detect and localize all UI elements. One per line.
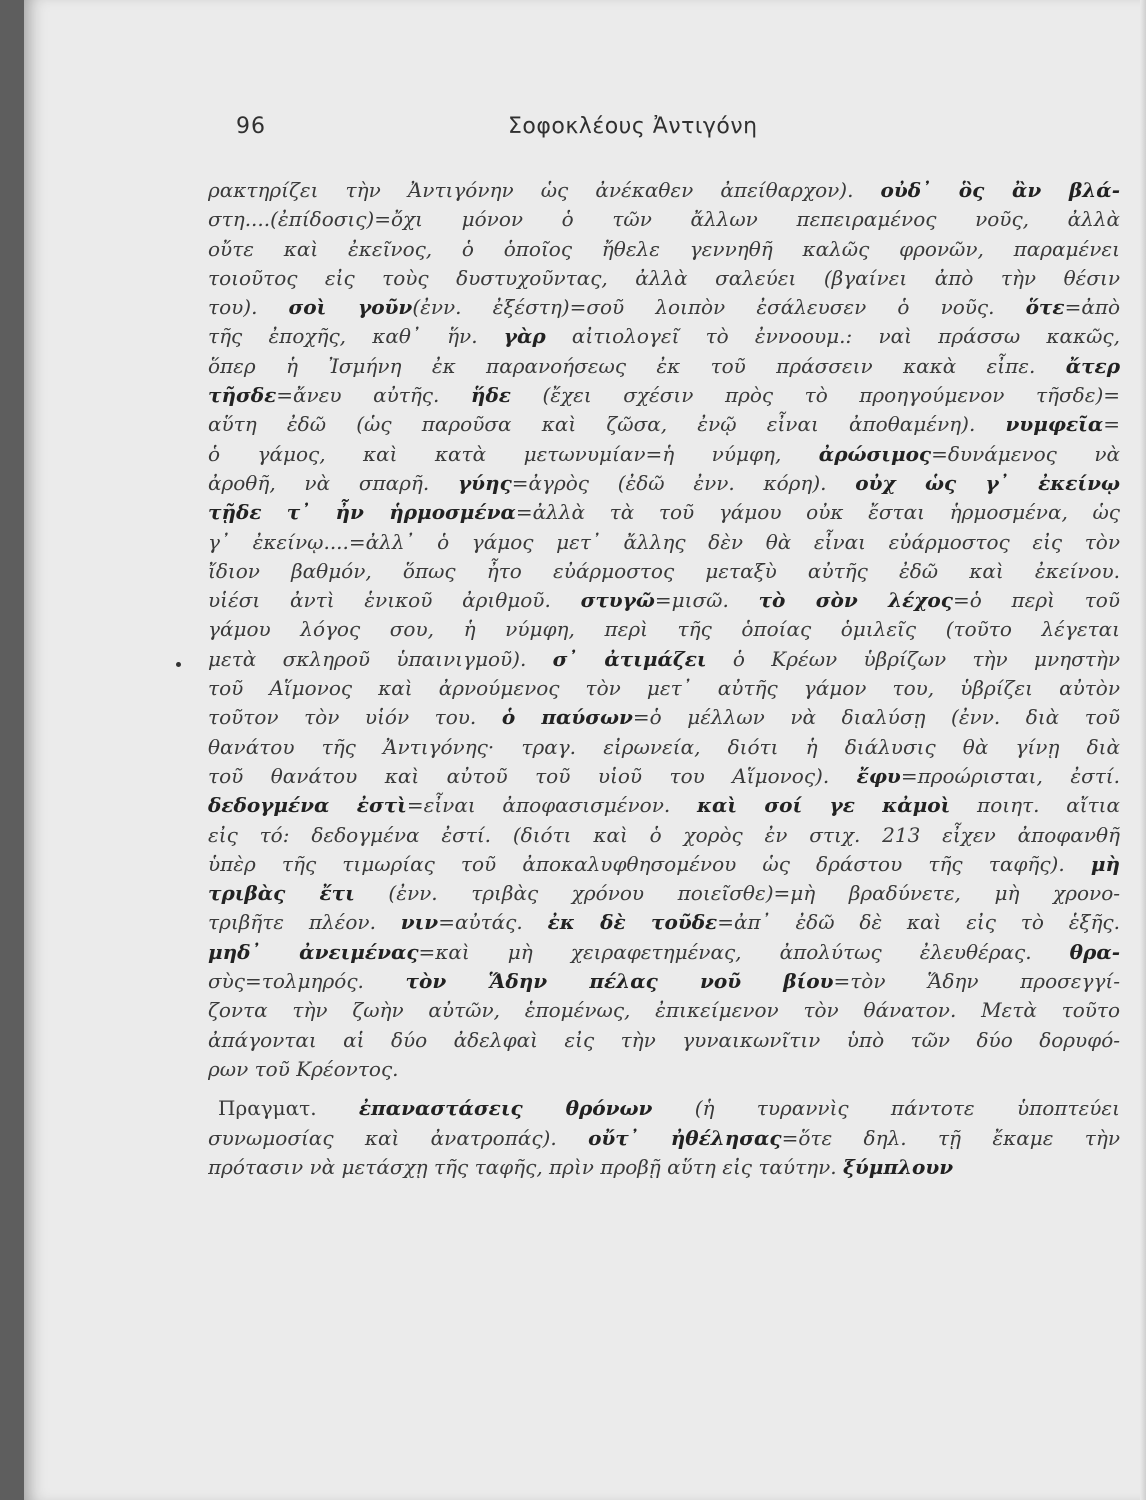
gloss-text: =δυνάμενος νὰ: [931, 441, 1120, 466]
gloss-text: τριβῆτε πλέον.: [208, 910, 401, 935]
gloss-text: (ἔχει σχέσιν πρὸς τὸ προηγούμενον τῆσδε)=: [510, 383, 1120, 408]
gloss-text: αἰτιολογεῖ τὸ ἐννοουμ.: ναὶ πράσσω κακῶς,: [545, 324, 1120, 349]
gloss-text: αὕτη ἐδῶ (ὡς παροῦσα καὶ ζῶσα, ἐνῷ εἶναι ἀποθαμένη).: [208, 412, 1006, 437]
gloss-text: ρων τοῦ Κρέοντος.: [208, 1056, 399, 1081]
gloss-text: συνωμοσίας καὶ ἀνατροπάς).: [208, 1125, 589, 1150]
gloss-text: =ὁ μέλλων νὰ διαλύσῃ (ἐνν. διὰ τοῦ: [632, 705, 1120, 730]
text-line: [208, 821, 1120, 850]
text-line: [208, 674, 1120, 703]
gloss-text: τοῦ θανάτου καὶ αὐτοῦ τοῦ υἱοῦ του Αἵμονος).: [208, 763, 857, 788]
gloss-text: =αὐτάς.: [438, 910, 548, 935]
lemma: τῆσδε: [208, 383, 277, 408]
gloss-text: μετὰ σκληροῦ ὑπαινιγμοῦ).: [208, 646, 553, 671]
lemma: γύης: [457, 470, 512, 495]
gloss-text: =τολμηρός.: [245, 969, 406, 994]
gloss-text: =ὅτε δηλ. τῇ ἔκαμε τὴν: [781, 1125, 1120, 1150]
lemma: τριβὰς ἔτι: [208, 881, 355, 906]
gloss-text: =ἀγρὸς (ἐδῶ ἐνν. κόρη).: [511, 470, 856, 495]
text-line: [208, 645, 1120, 674]
gloss-text: ὑπὲρ τῆς τιμωρίας τοῦ ἀποκαλυφθησομένου ὡς δράστου τῆς ταφῆς).: [208, 851, 1091, 876]
gloss-text: =ἀπὸ: [1064, 295, 1120, 320]
lemma: μηδ᾽ ἀνειμένας: [208, 939, 419, 964]
lemma: καὶ σοί γε κἀμοὶ: [696, 793, 951, 818]
text-line: [208, 967, 1120, 996]
running-title: Σοφοκλέους Ἀντιγόνη: [508, 114, 758, 139]
gloss-text: σὺς: [208, 969, 246, 994]
page-edge: [1140, 0, 1146, 1500]
gloss-text: ζοντα τὴν ζωὴν αὐτῶν, ἑπομένως, ἐπικείμενον τὸν θάνατον. Μετὰ τοῦτο: [208, 998, 1120, 1023]
text-line: [208, 762, 1120, 791]
lemma: νυμφεῖα: [1005, 412, 1104, 437]
gloss-text: ὁ Κρέων ὑβρίζων τὴν μνηστὴν: [706, 646, 1120, 671]
lemma: ἐπαναστάσεις θρόνων: [358, 1096, 653, 1121]
text-line: [208, 850, 1120, 879]
text-line: [208, 1026, 1120, 1055]
gloss-text: εἰς τό: δεδογμένα ἐστί. (διότι καὶ ὁ χορὸς ἐν στιχ. 213 εἶχεν ἀποφανθῆ: [208, 822, 1120, 847]
gloss-text: θανάτου τῆς Ἀντιγόνης· τραγ. εἰρωνεία, διότι ἡ διάλυσις θὰ γίνῃ διὰ: [208, 734, 1120, 759]
gloss-text: ἀπάγονται αἱ δύο ἀδελφαὶ εἰς τὴν γυναικωνῖτιν ὑπὸ τῶν δύο δορυφό-: [208, 1027, 1120, 1052]
gloss-text: =εἶναι ἀποφασισμένον.: [406, 793, 697, 818]
lemma: δεδογμένα ἐστὶ: [208, 793, 407, 818]
gloss-text: =καὶ μὴ χειραφετημένας, ἀπολύτως ἐλευθέρας.: [418, 939, 1070, 964]
text-line: [208, 615, 1120, 644]
gloss-text: γ᾽ ἐκείνῳ....=ἀλλ᾽ ὁ γάμος μετ᾽ ἄλλης δὲν θὰ εἶναι εὐάρμοστος εἰς τὸν: [208, 529, 1120, 554]
gloss-text: (ἐνν. τριβὰς χρόνου ποιεῖσθε)=μὴ βραδύνετε, μὴ χρονο-: [354, 881, 1120, 906]
text-line: [208, 264, 1120, 293]
lemma: σ᾽ ἀτιμάζει: [552, 646, 707, 671]
lemma: ἀρώσιμος: [818, 441, 932, 466]
text-line: [208, 205, 1120, 234]
gloss-text: =μισῶ.: [654, 588, 759, 613]
gloss-text: ἀροθῆ, νὰ σπαρῆ.: [208, 470, 458, 495]
lemma: ἐκ δὲ τοῦδε: [547, 910, 718, 935]
lemma: θρα-: [1069, 939, 1120, 964]
text-line: [208, 908, 1120, 937]
text-line: [208, 235, 1120, 264]
gloss-text: τοῦ Αἵμονος καὶ ἀρνούμενος τὸν μετ᾽ αὐτῆς γάμον του, ὑβρίζει αὐτὸν: [208, 676, 1120, 701]
text-line: [208, 381, 1120, 410]
gloss-text: ἴδιον βαθμόν, ὅπως ἦτο εὐάρμοστος μεταξὺ αὐτῆς ἐδῶ καὶ ἐκείνου.: [208, 558, 1120, 583]
text-line: [208, 293, 1120, 322]
gloss-text: στη: [208, 207, 245, 232]
lemma: οὐχ ὡς γ᾽ ἐκείνῳ: [855, 470, 1120, 495]
upright-text: Πραγματ.: [218, 1096, 359, 1121]
gloss-text: οὔτε καὶ ἐκεῖνος, ὁ ὁποῖος ἤθελε γεννηθῆ καλῶς φρονῶν, παραμένει: [208, 236, 1120, 261]
text-line: [208, 1055, 1120, 1084]
gloss-text: ....(ἐπίδοσις)=ὄχι μόνον ὁ τῶν ἄλλων πεπειραμένος νοῦς, ἀλλὰ: [244, 207, 1120, 232]
text-line: [208, 1094, 1120, 1123]
text-line: [208, 938, 1120, 967]
commentary-text: [208, 176, 1120, 1182]
lemma: ἄτερ: [1065, 353, 1120, 378]
lemma: τὸν Ἅδην πέλας νοῦ βίου: [405, 969, 834, 994]
text-line: [208, 440, 1120, 469]
gloss-text: ρακτηρίζει τὴν Ἀντιγόνην ὡς ἀνέκαθεν ἀπείθαρχον).: [208, 178, 881, 202]
text-line: [208, 352, 1120, 381]
running-head: [236, 114, 836, 150]
lemma: ὅτε: [1025, 295, 1065, 320]
text-line: [208, 410, 1120, 439]
text-line: [208, 879, 1120, 908]
text-line: [208, 1153, 1120, 1182]
gloss-text: =: [1103, 412, 1120, 437]
text-line: [208, 1124, 1120, 1153]
lemma: στυγῶ: [580, 588, 655, 613]
text-line: [208, 703, 1120, 732]
lemma: γὰρ: [503, 324, 546, 349]
text-line: [208, 996, 1120, 1025]
lemma: σοὶ γοῦν: [288, 295, 413, 320]
gloss-text: τῆς ἐποχῆς, καθ᾽ ἥν.: [208, 324, 504, 349]
gloss-text: =ὁ περὶ τοῦ: [952, 588, 1120, 613]
page-number: 96: [236, 114, 266, 139]
gloss-text: =ἀπ᾽ ἐδῶ δὲ καὶ εἰς τὸ ἑξῆς.: [717, 910, 1120, 935]
lemma: ὁ παύσων: [501, 705, 633, 730]
lemma: τῇδε τ᾽ ἦν ἡρμοσμένα: [208, 500, 516, 525]
text-line: [208, 586, 1120, 615]
text-line: [208, 557, 1120, 586]
gloss-text: ὁ γάμος, καὶ κατὰ μετωνυμίαν=ἡ νύμφη,: [208, 441, 819, 466]
text-line: [208, 733, 1120, 762]
text-line: [208, 469, 1120, 498]
text-line: [208, 322, 1120, 351]
lemma: νιν: [400, 910, 439, 935]
lemma: μὴ: [1090, 851, 1120, 876]
gloss-text: υἱέσι ἀντὶ ἑνικοῦ ἀριθμοῦ.: [208, 588, 581, 613]
gloss-text: πρότασιν νὰ μετάσχῃ τῆς ταφῆς, πρὶν προβῇ αὕτη εἰς ταύτην.: [208, 1154, 843, 1179]
lemma: οὔτ᾽ ἠθέλησας: [588, 1125, 782, 1150]
text-line: [208, 791, 1120, 820]
gloss-text: ὅπερ ἡ Ἰσμήνη ἐκ παρανοήσεως ἐκ τοῦ πράσσειν κακὰ εἶπε.: [208, 353, 1066, 378]
gloss-text: =τὸν Ἅδην προσεγγί-: [833, 969, 1120, 994]
lemma: τὸ σὸν λέχος: [758, 588, 953, 613]
gloss-text: τοῦτον τὸν υἱόν του.: [208, 705, 502, 730]
text-line: [208, 498, 1120, 527]
gloss-text: (ἡ τυραννὶς πάντοτε ὑποπτεύει: [652, 1096, 1120, 1121]
lemma: οὐδ᾽ ὃς ἂν βλά-: [880, 178, 1120, 202]
gloss-text: του).: [208, 295, 289, 320]
gloss-text: ποιητ. αἴτια: [950, 793, 1120, 818]
text-line: [208, 528, 1120, 557]
gloss-text: τοιοῦτος εἰς τοὺς δυστυχοῦντας, ἀλλὰ σαλεύει (βγαίνει ἀπὸ τὴν θέσιν: [208, 265, 1120, 290]
margin-mark: [176, 662, 181, 667]
gloss-text: γάμου λόγος σου, ἡ νύμφη, περὶ τῆς ὁποίας ὁμιλεῖς (τοῦτο λέγεται: [208, 617, 1120, 642]
gloss-text: =ἄνευ αὐτῆς.: [276, 383, 471, 408]
text-line: [208, 176, 1120, 205]
lemma: ἥδε: [470, 383, 511, 408]
gloss-text: (ἐνν. ἐξέστη)=σοῦ λοιπὸν ἐσάλευσεν ὁ νοῦς.: [412, 295, 1026, 320]
lemma: ξύμπλουν: [843, 1154, 954, 1179]
gloss-text: =προώρισται, ἐστί.: [900, 763, 1120, 788]
gloss-text: =ἀλλὰ τὰ τοῦ γάμου οὐκ ἔσται ἡρμοσμένα, ὡς: [515, 500, 1120, 525]
lemma: ἔφυ: [856, 763, 901, 788]
